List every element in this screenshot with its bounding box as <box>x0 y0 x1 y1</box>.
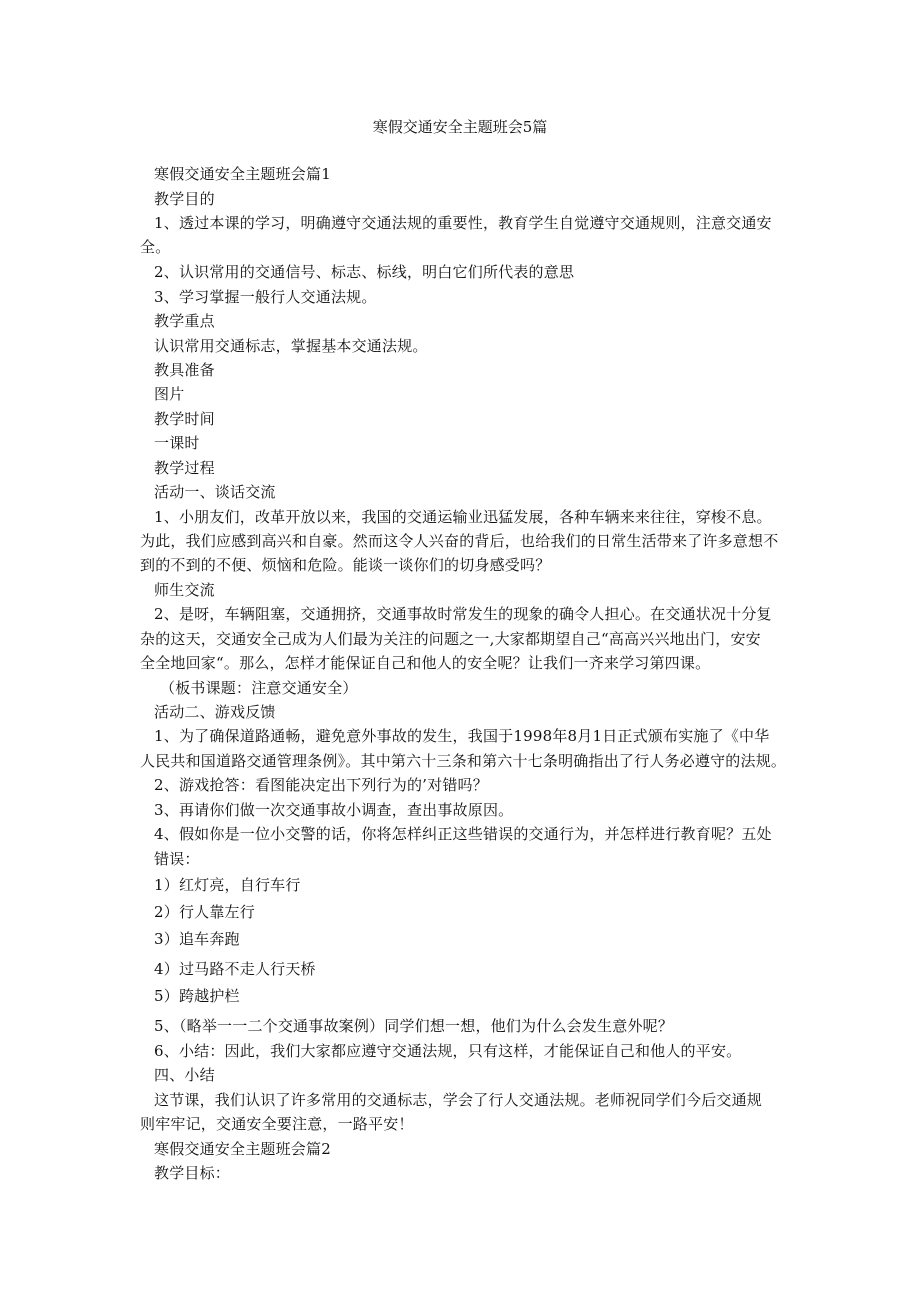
list-item: 1）红灯亮，自行车行 <box>154 876 301 894</box>
document-title: 寒假交通安全主题班会5篇 <box>372 118 548 136</box>
text-line: 错误： <box>154 850 200 868</box>
list-item: 4）过马路不走人行天桥 <box>154 960 316 978</box>
text-line: 1、小朋友们，改革开放以来，我国的交通运输业迅猛发展，各种车辆来来往往，穿梭不息。 <box>154 508 772 526</box>
text-line: 教学目的 <box>154 190 215 208</box>
text-line: 教学目标： <box>154 1164 231 1182</box>
text-line: 图片 <box>154 385 185 403</box>
list-item: 2）行人靠左行 <box>154 903 255 921</box>
text-line: 5、（略举一一二个交通事故案例）同学们想一想，他们为什么会发生意外呢？ <box>154 1017 674 1035</box>
text-line: 4、假如你是一位小交警的话，你将怎样纠正这些错误的交通行为，并怎样进行教育呢？五处 <box>154 825 772 843</box>
text-line: 四、小结 <box>154 1066 215 1084</box>
text-line: 师生交流 <box>154 581 215 599</box>
text-line: 到的不到的不便、烦恼和危险。能谈一谈你们的切身感受吗？ <box>140 556 551 574</box>
text-line: 2、认识常用的交通信号、标志、标线，明白它们所代表的意思 <box>154 263 575 281</box>
list-item: 3）追车奔跑 <box>154 930 240 948</box>
list-item: 5）跨越护栏 <box>154 987 240 1005</box>
text-line: 活动二、游戏反馈 <box>154 703 276 721</box>
text-line: 一课时 <box>154 434 200 452</box>
text-line: 2、是呀，车辆阻塞，交通拥挤，交通事故时常发生的现象的确令人担心。在交通状况十分复 <box>154 605 772 623</box>
text-line: 教学过程 <box>154 459 215 477</box>
text-line: 人民共和国道路交通管理条例》。其中第六十三条和第六十七条明确指出了行人务必遵守的法规。 <box>140 752 787 770</box>
text-line: 教学时间 <box>154 410 215 428</box>
text-line: （板书课题：注意交通安全） <box>160 679 358 697</box>
text-line: 2、游戏抢答：看图能决定出下列行为的’对错吗？ <box>154 776 488 794</box>
text-line: 认识常用交通标志，掌握基本交通法规。 <box>154 337 428 355</box>
text-line: 3、再请你们做一次交通事故小调查，查出事故原因。 <box>154 801 514 819</box>
text-line: 为此，我们应感到高兴和自豪。然而这令人兴奋的背后，也给我们的日常生活带来了许多意想不 <box>140 532 779 550</box>
text-line: 活动一、谈话交流 <box>154 483 276 501</box>
text-line: 杂的这天，交通安全己成为人们最为关注的问题之一,大家都期望自己“高高兴兴地出门，安安 <box>140 630 761 648</box>
text-line: 寒假交通安全主题班会篇2 <box>154 1140 331 1158</box>
text-line: 1、为了确保道路通畅，避免意外事故的发生，我国于1998年8月1日正式颁布实施了《中华 <box>154 727 770 745</box>
text-line: 全全地回家“。那么，怎样才能保证自己和他人的安全呢？让我们一齐来学习第四课。 <box>140 654 711 672</box>
text-line: 6、小结：因此，我们大家都应遵守交通法规，只有这样，才能保证自己和他人的平安。 <box>154 1042 742 1060</box>
text-line: 则牢牢记，交通安全要注意，一路平安！ <box>140 1115 414 1133</box>
text-line: 教学重点 <box>154 312 215 330</box>
text-line: 1、透过本课的学习，明确遵守交通法规的重要性，教育学生自觉遵守交通规则，注意交通安 <box>154 214 772 232</box>
text-line: 全。 <box>140 238 171 256</box>
text-line: 3、学习掌握一般行人交通法规。 <box>154 288 377 306</box>
text-line: 教具准备 <box>154 361 215 379</box>
text-line: 这节课，我们认识了许多常用的交通标志，学会了行人交通法规。老师祝同学们今后交通规 <box>154 1091 763 1109</box>
text-line: 寒假交通安全主题班会篇1 <box>154 165 331 183</box>
